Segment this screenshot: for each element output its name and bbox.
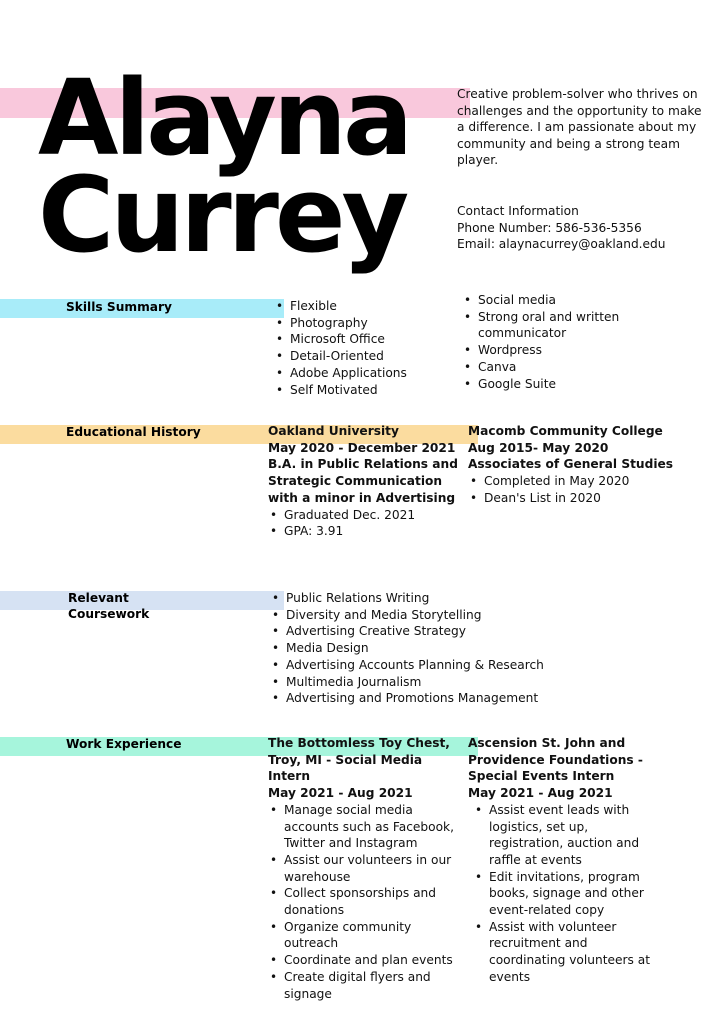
job-org: The Bottomless Toy Chest, Troy, MI - Social Media Intern bbox=[268, 736, 450, 784]
list-item: • Organize community outreach bbox=[268, 919, 460, 952]
list-item: • Photography bbox=[274, 315, 454, 332]
coursework-title bbox=[68, 590, 149, 622]
school-dates: May 2020 - December 2021 bbox=[268, 440, 456, 455]
school-name: Oakland University bbox=[268, 424, 399, 438]
email-label: Email: bbox=[457, 237, 495, 252]
school-dates: Aug 2015- May 2020 bbox=[468, 440, 609, 455]
contact-heading: Contact Information bbox=[457, 204, 579, 218]
list-item: • Coordinate and plan events bbox=[268, 952, 460, 969]
list-item: • Self Motivated bbox=[274, 382, 454, 399]
summary-text: Creative problem-solver who thrives on challenges and the opportunity to make a difference. I am passionate about my community and being a strong team player. bbox=[457, 87, 702, 168]
education-title: Educational History bbox=[66, 425, 201, 439]
job-dates: May 2021 - Aug 2021 bbox=[468, 786, 613, 801]
skills-list-1 bbox=[274, 298, 454, 398]
list-item: • Google Suite bbox=[462, 376, 647, 393]
coursework-title-line: Relevant bbox=[68, 591, 129, 605]
work-title: Work Experience bbox=[66, 737, 182, 751]
job-duties bbox=[268, 802, 460, 1002]
list-item: • Social media bbox=[462, 292, 647, 309]
job-dates: May 2021 - Aug 2021 bbox=[268, 786, 413, 801]
list-item: • Assist event leads with logistics, set up, registration, auction and raffle at events bbox=[473, 802, 658, 869]
list-item: • Adobe Applications bbox=[274, 365, 454, 382]
email-value: alaynacurrey@oakland.edu bbox=[498, 237, 666, 252]
list-item: • Microsoft Office bbox=[274, 331, 454, 348]
phone-line bbox=[457, 220, 717, 237]
list-item: • Multimedia Journalism bbox=[270, 674, 590, 691]
list-item: • Create digital flyers and signage bbox=[268, 969, 460, 1002]
list-item: • Wordpress bbox=[462, 342, 647, 359]
last-name: Currey bbox=[38, 154, 406, 276]
list-item: • Edit invitations, program books, signage and other event-related copy bbox=[473, 869, 658, 919]
education-school-1 bbox=[268, 423, 458, 540]
first-name: Alayna bbox=[38, 57, 410, 179]
list-item: • Graduated Dec. 2021 bbox=[268, 507, 458, 524]
education-school-2 bbox=[468, 423, 678, 507]
list-item: • Detail-Oriented bbox=[274, 348, 454, 365]
coursework-title-line: Coursework bbox=[68, 607, 150, 621]
skills-list-2 bbox=[462, 292, 647, 392]
list-item: • Manage social media accounts such as Facebook, Twitter and Instagram bbox=[268, 802, 460, 852]
list-item: • Collect sponsorships and donations bbox=[268, 885, 460, 918]
list-item: • Flexible bbox=[274, 298, 454, 315]
school-details bbox=[468, 473, 678, 506]
list-item: • Strong oral and written communicator bbox=[462, 309, 647, 342]
list-item: • Public Relations Writing bbox=[270, 590, 590, 607]
skills-title: Skills Summary bbox=[66, 300, 172, 314]
list-item: • Advertising and Promotions Management bbox=[270, 690, 590, 707]
list-item: • Media Design bbox=[270, 640, 590, 657]
school-name: Macomb Community College bbox=[468, 424, 663, 438]
list-item: • Completed in May 2020 bbox=[468, 473, 678, 490]
list-item: • Advertising Creative Strategy bbox=[270, 623, 590, 640]
job-duties bbox=[468, 802, 658, 986]
phone-value: 586-536-5356 bbox=[555, 220, 642, 235]
list-item: • GPA: 3.91 bbox=[268, 523, 458, 540]
coursework-list bbox=[270, 590, 590, 707]
work-job-2 bbox=[468, 735, 658, 986]
school-degree: Associates of General Studies bbox=[468, 457, 674, 472]
phone-label: Phone Number: bbox=[457, 220, 552, 235]
job-org: Ascension St. John and Providence Foundations - Special Events Intern bbox=[468, 736, 643, 784]
list-item: • Diversity and Media Storytelling bbox=[270, 607, 590, 624]
email-line bbox=[457, 236, 717, 253]
list-item: • Canva bbox=[462, 359, 647, 376]
work-job-1 bbox=[268, 735, 460, 1002]
list-item: • Assist our volunteers in our warehouse bbox=[268, 852, 460, 885]
school-degree: B.A. in Public Relations and Strategic Communication with a minor in Advertising bbox=[268, 457, 458, 505]
list-item: • Advertising Accounts Planning & Research bbox=[270, 657, 590, 674]
list-item: • Assist with volunteer recruitment and coordinating volunteers at events bbox=[473, 919, 658, 986]
list-item: • Dean's List in 2020 bbox=[468, 490, 678, 507]
school-details bbox=[268, 507, 458, 540]
contact-block bbox=[457, 203, 717, 253]
